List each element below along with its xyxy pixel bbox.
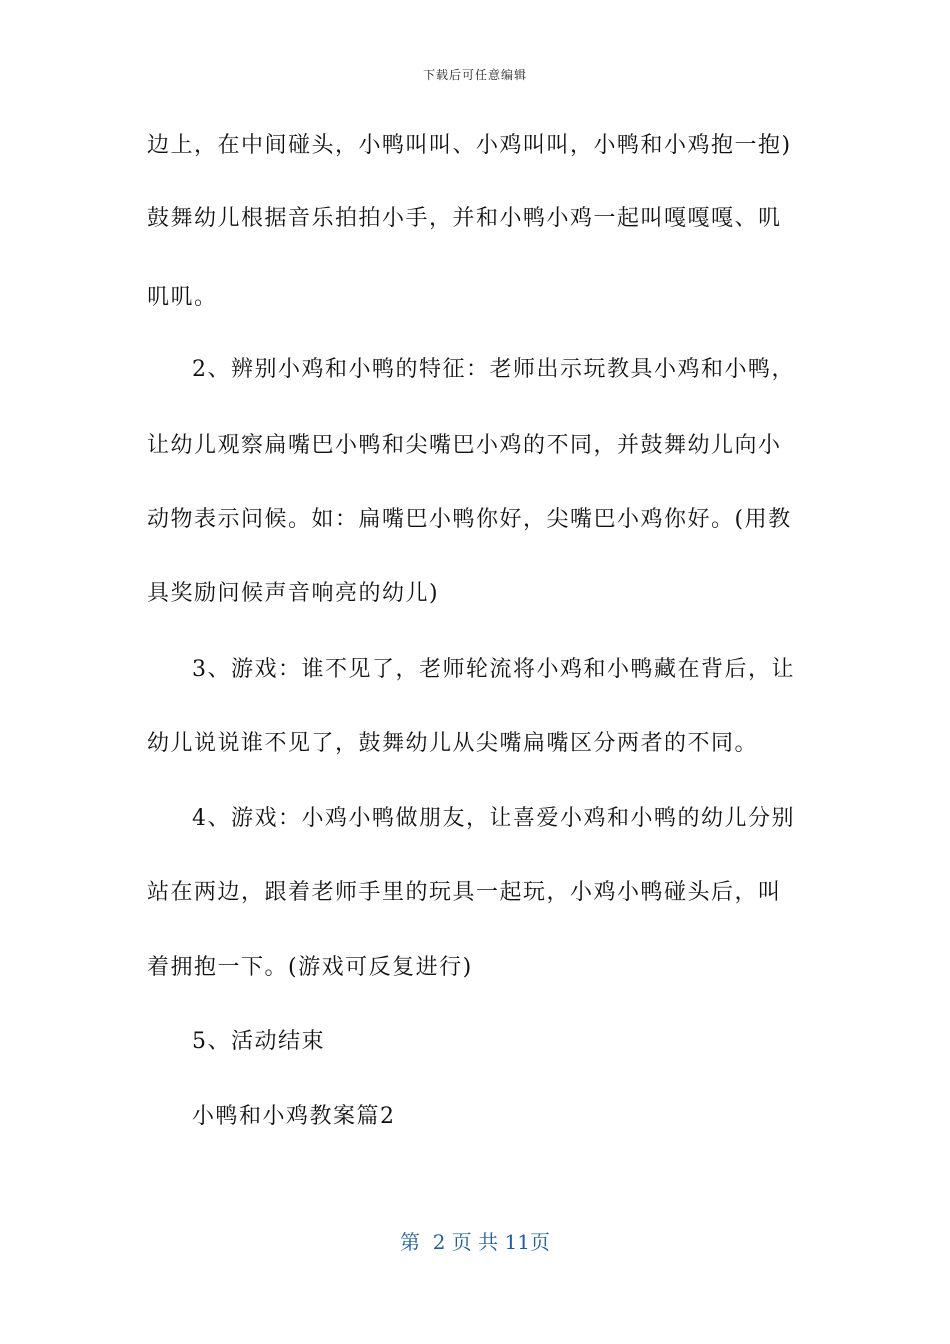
paragraph-3-line-1: 3、游戏：谁不见了，老师轮流将小鸡和小鸭藏在背后，让 bbox=[192, 657, 795, 682]
text-line-2: 鼓舞幼儿根据音乐拍拍小手，并和小鸭小鸡一起叫嘎嘎嘎、叽 bbox=[147, 206, 782, 231]
paragraph-3-line-2: 幼儿说说谁不见了，鼓舞幼儿从尖嘴扁嘴区分两者的不同。 bbox=[147, 731, 759, 756]
paragraph-2-line-2: 让幼儿观察扁嘴巴小鸭和尖嘴巴小鸡的不同，并鼓舞幼儿向小 bbox=[147, 433, 782, 458]
section-heading: 小鸭和小鸡教案篇2 bbox=[192, 1104, 396, 1129]
text-line-1: 边上，在中间碰头，小鸭叫叫、小鸡叫叫，小鸭和小鸡抱一抱) bbox=[147, 133, 792, 158]
paragraph-4-line-2: 站在两边，跟着老师手里的玩具一起玩，小鸡小鸭碰头后，叫 bbox=[147, 880, 782, 905]
page-footer: 第 2 页 共 11页 bbox=[400, 1230, 550, 1254]
paragraph-5-line-1: 5、活动结束 bbox=[192, 1029, 325, 1054]
paragraph-2-line-4: 具奖励问候声音响亮的幼儿) bbox=[147, 581, 440, 606]
page-header: 下载后可任意编辑 bbox=[422, 68, 527, 82]
paragraph-2-line-3: 动物表示问候。如：扁嘴巴小鸭你好，尖嘴巴小鸡你好。(用教 bbox=[147, 507, 792, 532]
paragraph-2-line-1: 2、辨别小鸡和小鸭的特征：老师出示玩教具小鸡和小鸭， bbox=[192, 357, 795, 382]
paragraph-4-line-1: 4、游戏：小鸡小鸭做朋友，让喜爱小鸡和小鸭的幼儿分别 bbox=[192, 806, 795, 831]
paragraph-4-line-3: 着拥抱一下。(游戏可反复进行) bbox=[147, 955, 473, 980]
text-line-3: 叽叽。 bbox=[147, 285, 218, 310]
